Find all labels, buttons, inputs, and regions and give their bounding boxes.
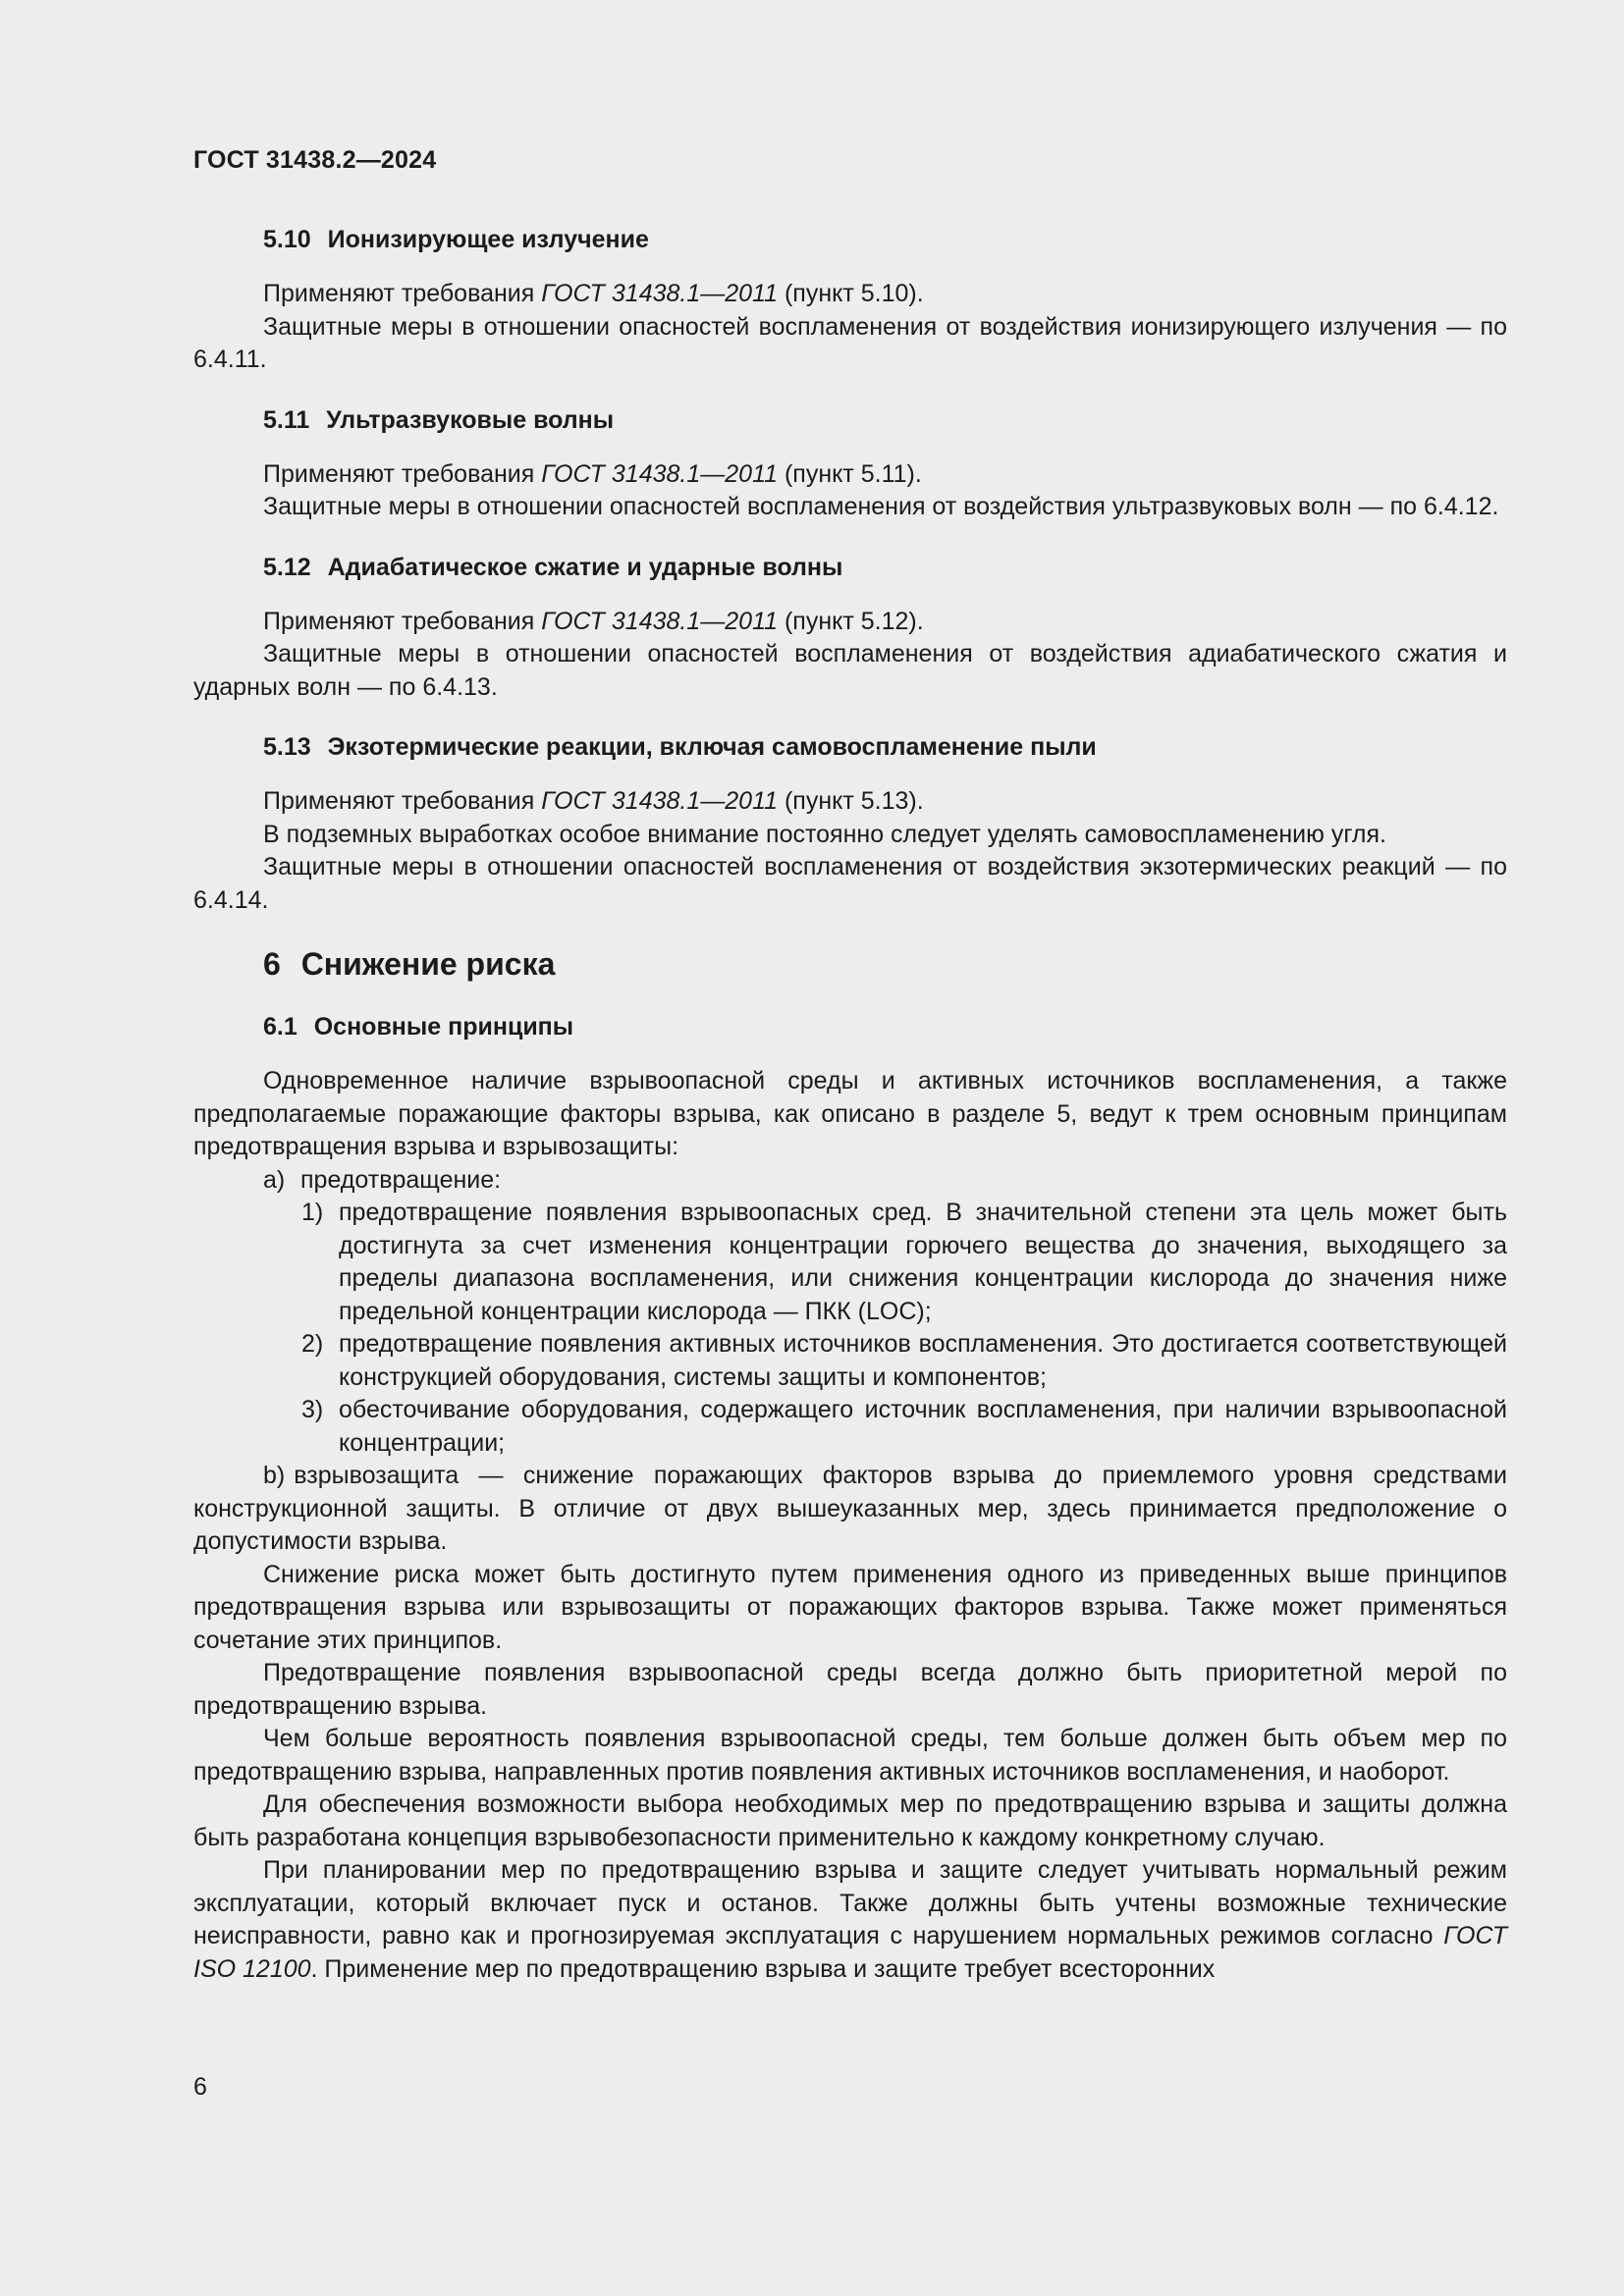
paragraph: Предотвращение появления взрывоопасной среды всегда должно быть приоритетной мерой по предотвращению взрыва. bbox=[193, 1659, 1507, 1720]
section-5-10 bbox=[193, 220, 1507, 377]
section-number: 5.13 bbox=[263, 733, 311, 761]
section-number: 6.1 bbox=[263, 1013, 298, 1041]
standard-reference: ГОСТ 31438.1—2011 bbox=[541, 787, 779, 815]
list-item-a: a) предотвращение: bbox=[193, 1164, 1507, 1198]
paragraph: При планировании мер по предотвращению взрыва и защите следует учитывать нормальный режим эксплуатации, который включает пуск и останов. Также должны быть учтены возможные технические неисправности, равно как и прогнозируемая эксплуатация с нарушением нормальных режимов согласно ГОСТ ISO 12100. Применение мер по предотвращению взрыва и защите требует всесторонних bbox=[193, 1856, 1507, 1983]
standard-reference: ГОСТ 31438.1—2011 bbox=[541, 280, 779, 307]
standard-reference: ГОСТ ISO 12100 bbox=[193, 1922, 1507, 1983]
section-5-13 bbox=[193, 727, 1507, 917]
section-heading bbox=[193, 548, 1507, 587]
section-title: Ультразвуковые волны bbox=[326, 405, 615, 434]
paragraph: Одновременное наличие взрывоопасной среды и активных источников воспламенения, а также предполагаемые поражающие факторы взрыва, как описано в разделе 5, ведут к трем основным принципам предотвращения взрыва и взрывозащиты: bbox=[193, 1067, 1507, 1160]
document-id: ГОСТ 31438.2—2024 bbox=[193, 146, 437, 174]
section-title: Основные принципы bbox=[313, 1013, 574, 1041]
page-number: 6 bbox=[193, 2073, 207, 2101]
paragraph: Защитные меры в отношении опасностей воспламенения от воздействия адиабатического сжатия и ударных волн — по 6.4.13. bbox=[193, 640, 1507, 701]
list-item-b: b) взрывозащита — снижение поражающих факторов взрыва до приемлемого уровня средствами конструкционной защиты. В отличие от двух вышеуказанных мер, здесь принимается предположение о допустимости взрыва. bbox=[193, 1462, 1507, 1555]
paragraph: Применяют требования ГОСТ 31438.1—2011 (пункт 5.12). bbox=[263, 607, 924, 635]
paragraph: Применяют требования ГОСТ 31438.1—2011 (пункт 5.13). bbox=[263, 787, 924, 815]
section-number: 5.12 bbox=[263, 553, 311, 581]
paragraph: Чем больше вероятность появления взрывоопасной среды, тем больше должен быть объем мер по предотвращению взрыва, направленных против появления активных источников воспламенения, и наоборот. bbox=[193, 1725, 1507, 1786]
paragraph: Защитные меры в отношении опасностей воспламенения от воздействия ионизирующего излучения — по 6.4.11. bbox=[193, 312, 1507, 373]
paragraph: Для обеспечения возможности выбора необходимых мер по предотвращению взрыва и защиты должна быть разработана концепция взрывобезопасности применительно к каждому конкретному случаю. bbox=[193, 1790, 1507, 1851]
section-heading bbox=[193, 220, 1507, 259]
list-item-1: 1) предотвращение появления взрывоопасных сред. В значительной степени эта цель может быть достигнута за счет изменения концентрации горючего вещества до значения, выходящего за пределы диапазона воспламенения, или снижения концентрации кислорода до значения ниже предельной концентрации кислорода — ПКК (LOC); bbox=[301, 1199, 1507, 1325]
section-title: Адиабатическое сжатие и ударные волны bbox=[327, 553, 843, 581]
paragraph: Применяют требования ГОСТ 31438.1—2011 (пункт 5.11). bbox=[263, 459, 922, 488]
section-title: Экзотермические реакции, включая самовоспламенение пыли bbox=[327, 733, 1097, 761]
section-number: 5.10 bbox=[263, 226, 311, 253]
chapter-heading bbox=[193, 940, 1507, 988]
list-marker: 1) bbox=[301, 1199, 324, 1226]
list-item-3: 3) обесточивание оборудования, содержащего источник воспламенения, при наличии взрывоопасной концентрации; bbox=[301, 1396, 1507, 1457]
standard-reference: ГОСТ 31438.1—2011 bbox=[541, 607, 779, 635]
list-item-2: 2) предотвращение появления активных источников воспламенения. Это достигается соответствующей конструкцией оборудования, системы защиты и компонентов; bbox=[301, 1330, 1507, 1391]
section-heading bbox=[193, 400, 1507, 440]
paragraph: В подземных выработках особое внимание постоянно следует уделять самовоспламенению угля. bbox=[263, 820, 1386, 848]
section-heading bbox=[193, 727, 1507, 767]
section-number: 5.11 bbox=[263, 405, 310, 434]
chapter-number: 6 bbox=[263, 946, 281, 982]
list-marker: b) bbox=[263, 1462, 286, 1489]
list-marker: 3) bbox=[301, 1396, 324, 1423]
list-marker: 2) bbox=[301, 1330, 324, 1358]
document-body bbox=[193, 220, 1507, 1986]
paragraph: Снижение риска может быть достигнуто путем применения одного из приведенных выше принципов предотвращения взрыва или взрывозащиты от поражающих факторов взрыва. Также может применяться сочетание этих принципов. bbox=[193, 1560, 1507, 1654]
chapter-title: Снижение риска bbox=[300, 946, 556, 982]
standard-reference: ГОСТ 31438.1—2011 bbox=[541, 459, 779, 488]
section-5-12 bbox=[193, 548, 1507, 705]
paragraph: Применяют требования ГОСТ 31438.1—2011 (пункт 5.10). bbox=[263, 280, 924, 307]
section-6-1 bbox=[193, 1007, 1507, 1986]
section-title: Ионизирующее излучение bbox=[327, 226, 649, 253]
paragraph: Защитные меры в отношении опасностей воспламенения от воздействия ультразвуковых волн — по 6.4.12. bbox=[263, 493, 1499, 520]
paragraph: Защитные меры в отношении опасностей воспламенения от воздействия экзотермических реакций — по 6.4.14. bbox=[193, 853, 1507, 914]
list-marker: a) bbox=[263, 1165, 286, 1194]
section-5-11 bbox=[193, 400, 1507, 524]
section-heading bbox=[193, 1007, 1507, 1046]
